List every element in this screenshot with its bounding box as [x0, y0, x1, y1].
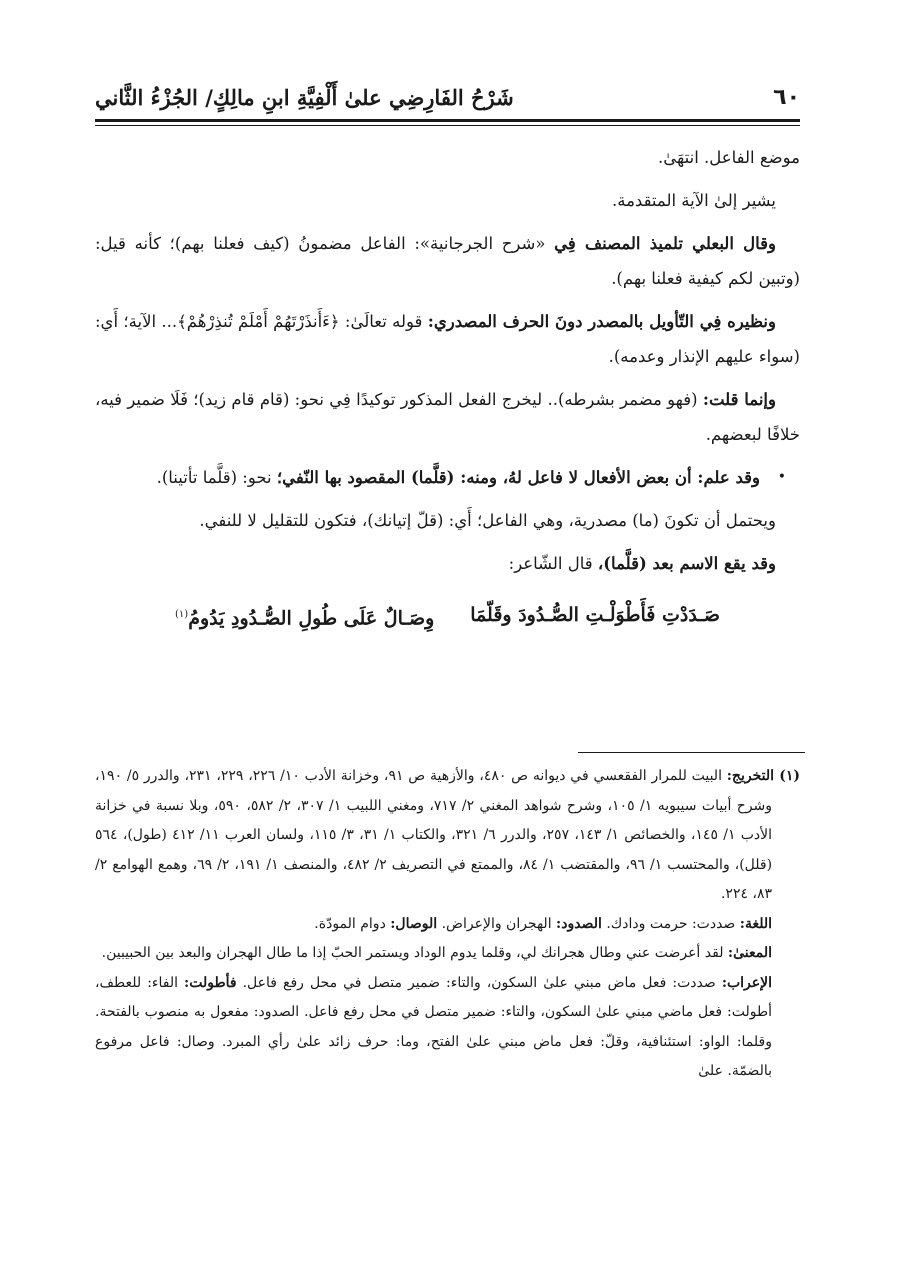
footnote-irab: [95, 969, 800, 1087]
bold-lead: ونظيره فِي التّأويل بالمصدر دونَ الحرف المصدري:: [427, 312, 776, 331]
footnote-text: صددت: حرمت ودادك.: [606, 915, 736, 932]
header-rule-thin: [95, 125, 800, 126]
bold-lead: وقال البعلي تلميذ المصنف فِي: [554, 234, 776, 253]
poetry-verse: [95, 595, 800, 638]
footnote-label: الصدود:: [556, 915, 602, 932]
paragraph: [95, 304, 800, 374]
footnote-label: (١) التخريج:: [726, 768, 800, 784]
footnote-ref: (١): [175, 609, 189, 620]
paragraph-text: قوله تعالَىٰ: ﴿ءَأَنذَرْتَهُمْ أَمْلَمْ تُنذِرْهُمْ﴾... الآية؛ أَي: (سواء عليهم الإنذار وعدمه).: [95, 312, 800, 366]
footnote-text: لقد أعرضت عني وطال هجرانك لي، وقلما يدوم الوداد ويستمر الحبّ إذا ما طال الهجران والبعد بين الحبيبين.: [101, 945, 724, 961]
verse-second-hemistich: وِصَـالٌ عَلَى طُولِ الصُّـدُودِ يَدُومُ: [188, 607, 435, 630]
paragraph: موضع الفاعل. انتهَىٰ.: [658, 148, 800, 167]
verse-first-hemistich: صَـدَدْتِ فَأَطْوَلْـتِ الصُّـدُودَ وقَلّمَا: [470, 604, 720, 626]
footnote-label: المعنىٰ:: [727, 945, 772, 961]
bold-lead: وإنما قلت:: [702, 390, 776, 409]
footnote-lugha: [95, 910, 800, 940]
footnote-label: الوصال:: [390, 915, 438, 932]
paragraph: ويحتمل أن تكونَ (ما) مصدرية، وهي الفاعل؛ أَي: (قلّ إتيانك)، فتكون للتقليل لا للنفي.: [199, 511, 776, 530]
footnote-rule: [578, 752, 805, 753]
footnote-text: الفاء: للعطف، أطولت: فعل ماضي مبني علىٰ السكون، والتاء: ضمير متصل في محل رفع فاعل. الصدود: مفعول به منصوب بالفتحة. وقلما: الواو: استئنافية، وقلّ: فعل ماض مبني علىٰ الفتح، وما: حرف زائد علىٰ رأي المبرد. وصال: فاعل مرفوع بالضمّة. علىٰ: [95, 974, 772, 1079]
header-rule-thick: [95, 119, 800, 122]
footnote-text: البيت للمرار الفقعسي في ديوانه ص ٤٨٠، والأزهية ص ٩١، وخزانة الأدب ١٠/ ٢٢٦، ٢٢٩، ٢٣١، والدرر ٥/ ١٩٠، وشرح أبيات سيبويه ١/ ١٠٥، وشرح شواهد المغني ٢/ ٧١٧، ومغني اللبيب ١/ ٣٠٧، ٢/ ٥٨٢، ٥٩٠، وبلا نسبة في خزانة الأدب ١/ ١٤٥، والخصائص ١/ ١٤٣، ٢٥٧، والدرر ٦/ ٣٢١، والكتاب ١/ ٣١، ٣/ ١١٥، ولسان العرب ١١/ ٤١٢ (طول)، ٥٦٤ (قلل)، والمحتسب ١/ ٩٦، والمقتضب ١/ ٨٤، والممتع في التصريف ٢/ ٤٨٢، والمنصف ١/ ١٩١، ٢/ ٦٩، وهمع الهوامع ٢/ ٨٣، ٢٢٤.: [95, 768, 773, 902]
footnote-takhrij: [95, 762, 800, 910]
paragraph: يشير إلىٰ الآية المتقدمة.: [612, 191, 776, 210]
running-title: شَرْحُ الفَارِضِي علىٰ أَلْفِيَّةِ ابنِ مالِكٍ/ الجُزْءُ الثَّاني: [95, 84, 514, 110]
paragraph: [95, 226, 800, 296]
page-number: ٦٠: [773, 84, 800, 110]
main-text: [95, 140, 800, 638]
paragraph-text: (فهو مضمر بشرطه).. ليخرج الفعل المذكور توكيدًا فِي نحو: (قام قام زيد)؛ فَلَا ضمير فيه، خلافًا لبعضهم.: [95, 390, 800, 444]
paragraph: [95, 546, 800, 581]
page-header: [95, 78, 800, 116]
footnotes: [95, 762, 800, 1087]
paragraph-text: «شرح الجرجانية»: الفاعل مضمونُ (كيف فعلنا بهم)؛ كأنه قيل: (وتبين لكم كيفية فعلنا بهم).: [95, 234, 800, 288]
footnote-label: فأطولت:: [184, 974, 237, 991]
bullet-icon: •: [777, 469, 786, 485]
footnote-label: اللغة:: [739, 915, 772, 932]
bold-lead: وقد يقع الاسم بعد (قلَّما)،: [597, 554, 776, 573]
footnote-text: الهجران والإعراض.: [441, 915, 552, 932]
paragraph: [95, 382, 800, 452]
verse-second-hemistich-wrap: [175, 595, 434, 638]
footnote-label: الإعراب:: [721, 974, 773, 991]
paragraph-text: نحو: (قلَّما تأتينا).: [156, 468, 272, 487]
paragraph-text: قال الشّاعر:: [508, 554, 593, 573]
bold-lead: وقد علم: أن بعض الأفعال لا فاعل لهُ، ومنه: (قلَّما) المقصود بها النّفي؛: [276, 468, 760, 487]
footnote-text: دوام المودّة.: [314, 915, 386, 932]
footnote-text: صددت: فعل ماض مبني علىٰ السكون، والتاء: ضمير متصل في محل رفع فاعل.: [242, 974, 716, 991]
bullet-item: [95, 460, 800, 495]
footnote-mana: [95, 939, 800, 969]
